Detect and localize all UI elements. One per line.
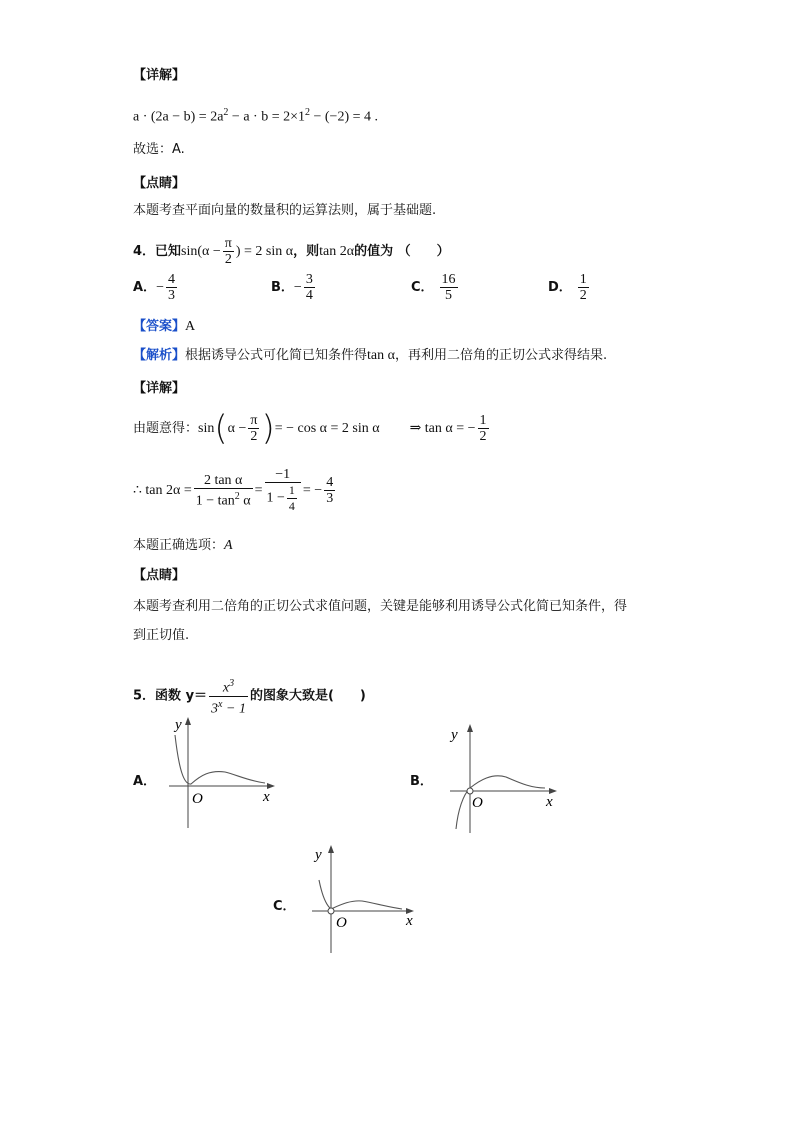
y-label: y xyxy=(175,717,182,733)
q4-step1: 由题意得：sin(α − $\frac{\pi}{2}$ )= − cos α = 2 sin α ⇒ tan α = − $\frac{1}{2}$ xyxy=(133,408,487,449)
open-circle-origin xyxy=(467,788,473,794)
q3-choice: 故选：A. xyxy=(133,142,185,157)
q5-graph-a[interactable] xyxy=(165,715,280,830)
q3-eq-part-a: a · (2a − b) = 2a xyxy=(133,109,224,125)
y-axis-arrow xyxy=(328,845,334,853)
q5-option-b-label[interactable]: B． xyxy=(410,774,433,789)
q3-eq-part-c: − (−2) = 4 . xyxy=(309,109,378,125)
q4-sin-right: ) = 2 sin α xyxy=(235,244,294,259)
x-label: x xyxy=(546,794,553,810)
q4-sin-left: sin(α − xyxy=(181,244,221,259)
detail-heading-q4: 【详解】 xyxy=(133,381,186,396)
answer-value: A xyxy=(185,319,196,334)
remark-heading-q4: 【点睛】 xyxy=(133,568,186,583)
q4-tan2a: tan 2α xyxy=(319,244,355,259)
q3-remark: 本题考查平面向量的数量积的运算法则，属于基础题. xyxy=(133,203,437,218)
q4-analysis: 【解析】根据诱导公式可化简已知条件得tan α，再利用二倍角的正切公式求得结果. xyxy=(133,348,608,363)
q4-answer xyxy=(133,318,195,336)
detail-heading-q3: 【详解】 xyxy=(133,68,186,83)
q5-question: 5．函数 y＝ $\frac{x^3}{3^x - 1}$ 的图象大致是( ) xyxy=(133,678,366,717)
answer-tag: 【答案】 xyxy=(133,319,186,334)
q4-step2: ∴ tan 2α = $\frac{\text{2 tan α}}{1 - \tan^2 \alpha}$ = −1 1 − $\frac{1}{4}$ = − $\frac{4}{3}$ xyxy=(133,467,334,513)
y-axis-arrow xyxy=(185,717,191,725)
q4-option-c[interactable]: C． $\frac{16}{5}$ xyxy=(411,272,456,303)
origin-label: O xyxy=(192,791,203,807)
q5-option-c-label[interactable]: C． xyxy=(273,899,296,914)
y-label: y xyxy=(451,727,458,743)
q4-option-a[interactable]: A．− $\frac{4}{3}$ xyxy=(133,272,175,303)
q5-graph-c[interactable] xyxy=(310,843,425,958)
y-axis-arrow xyxy=(467,724,473,732)
curve xyxy=(456,776,545,829)
q5-graph-b[interactable] xyxy=(448,722,563,837)
q4-option-d[interactable]: D． $\frac{1}{2}$ xyxy=(548,272,587,303)
origin-label: O xyxy=(472,795,483,811)
remark-heading-q3: 【点睛】 xyxy=(133,176,186,191)
q4-question xyxy=(133,236,450,267)
open-circle-origin xyxy=(328,908,334,914)
q4-correct-option: 本题正确选项：A xyxy=(133,538,233,553)
q3-vector-equation: $a \cdot (2a - b) = 2a^2 - a \cdot b = 2\times 1^2 - (-2) = 4$ . xyxy=(133,107,378,125)
q4-tail: 的值为 （ ） xyxy=(354,244,450,259)
q4-option-b[interactable]: B．− $\frac{3}{4}$ xyxy=(271,272,313,303)
q5-option-a-label[interactable]: A． xyxy=(133,774,157,789)
q4-prefix: 4．已知 xyxy=(133,244,182,259)
q4-ask: ，则 xyxy=(293,244,320,259)
q4-pi-over-2: $\frac{\pi}{2}$ xyxy=(224,236,232,267)
x-label: x xyxy=(263,789,270,805)
q4-remark-line2: 到正切值. xyxy=(133,628,190,643)
origin-label: O xyxy=(336,915,347,931)
q3-eq-part-b: − a · b = 2×1 xyxy=(228,109,305,125)
x-label: x xyxy=(406,913,413,929)
y-label: y xyxy=(315,847,322,863)
q4-remark-line1: 本题考查利用二倍角的正切公式求值问题，关键是能够利用诱导公式化简已知条件，得 xyxy=(133,599,628,614)
analysis-tag: 【解析】 xyxy=(133,348,186,363)
